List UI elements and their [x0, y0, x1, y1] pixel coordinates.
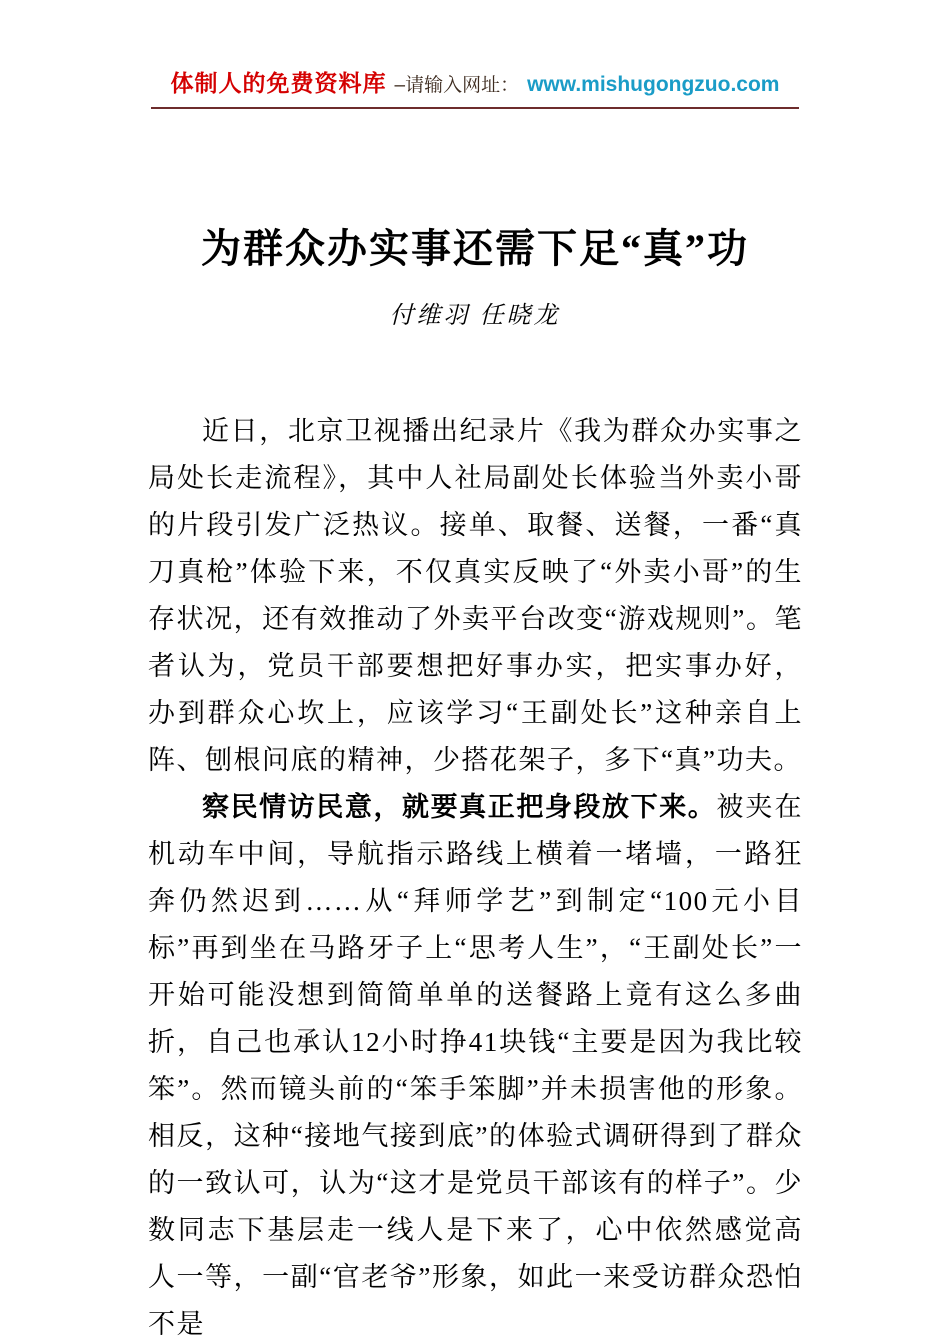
document-title: 为群众办实事还需下足“真”功 — [201, 226, 749, 271]
header-url-link[interactable]: www.mishugongzuo.com — [527, 73, 780, 96]
paragraph-1 — [148, 408, 803, 784]
paragraph-2 — [148, 784, 803, 1344]
paragraph-2-text: 被夹在机动车中间，导航指示路线上横着一堵墙，一路狂奔仍然迟到……从“拜师学艺”到制定“100元小目标”再到坐在马路牙子上“思考人生”，“王副处长”一开始可能没想到简简单单的送餐路上竟有这么多曲折，自己也承认12小时挣41块钱“主要是因为我比较笨”。然而镜头前的“笨手笨脚”并未损害他的形象。相反，这种“接地气接到底”的体验式调研得到了群众的一致认可，认为“这才是党员干部该有的样子”。少数同志下基层走一线人是下来了，心中依然感觉高人一等，一副“官老爷”形象，如此一来受访群众恐怕不是 — [148, 792, 804, 1339]
header-divider — [151, 107, 799, 109]
document-body — [148, 408, 803, 1344]
header-brand: 体制人的免费资料库 — [170, 70, 387, 96]
page-header — [0, 0, 950, 100]
header-hint: –请输入网址： — [394, 75, 520, 96]
paragraph-1-text: 近日，北京卫视播出纪录片《我为群众办实事之局处长走流程》，其中人社局副处长体验当外卖小哥的片段引发广泛热议。接单、取餐、送餐，一番“真刀真枪”体验下来，不仅真实反映了“外卖小哥”的生存状况，还有效推动了外卖平台改变“游戏规则”。笔者认为，党员干部要想把好事办实，把实事办好，办到群众心坎上，应该学习“王副处长”这种亲自上阵、刨根问底的精神，少搭花架子，多下“真”功夫。 — [148, 416, 803, 775]
document-authors: 付维羽 任晓龙 — [389, 303, 561, 329]
paragraph-2-lead: 察民情访民意，就要真正把身段放下来。 — [202, 792, 717, 822]
